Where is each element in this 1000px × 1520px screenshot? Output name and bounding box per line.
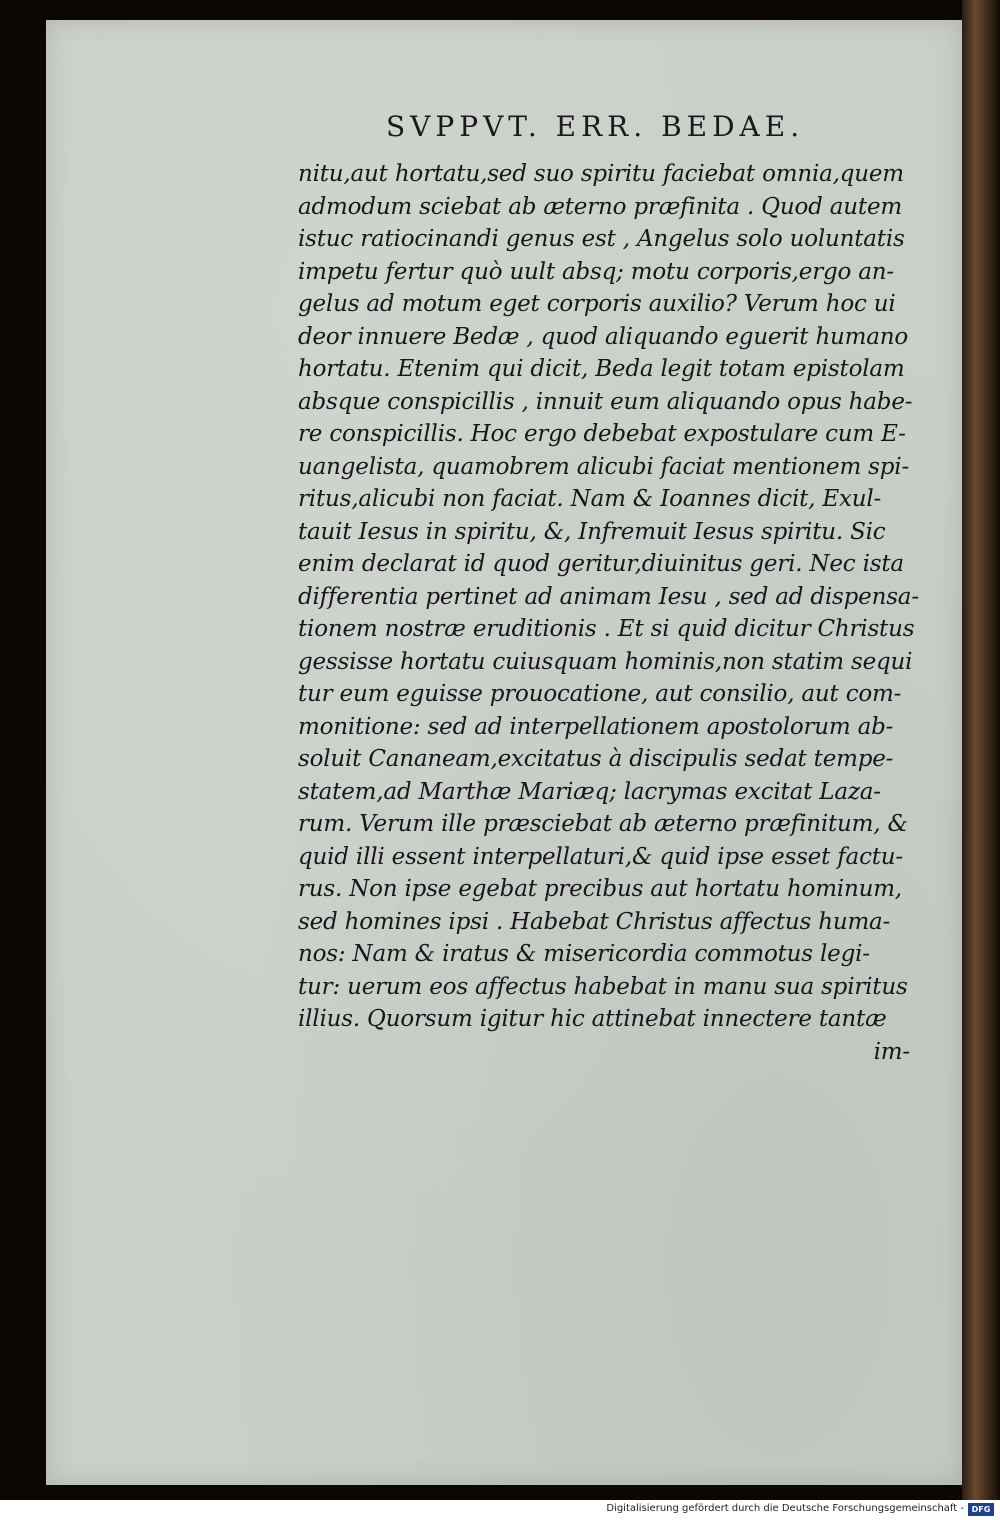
text-line: tur: uerum eos affectus habebat in manu sua spiritus	[298, 973, 908, 1000]
text-line: ritus,alicubi non faciat. Nam & Ioannes dicit, Exul-	[298, 486, 882, 512]
text-line: quid illi essent interpellaturi,& quid ipse esset factu-	[298, 843, 903, 870]
text-line: sed homines ipsi . Habebat Christus affectus huma-	[298, 908, 891, 935]
footer-bar	[0, 1500, 1000, 1520]
text-line: gelus ad motum eget corporis auxilio? Verum hoc ui	[298, 291, 896, 317]
text-line: gessisse hortatu cuiusquam hominis,non statim sequi	[298, 648, 913, 675]
text-line: impetu fertur quò uult absq; motu corporis,ergo an-	[298, 258, 894, 285]
catchword: im-	[873, 1038, 910, 1065]
text-line: soluit Cananeam,excitatus à discipulis sedat tempe-	[298, 746, 894, 772]
text-line: enim declarat id quod geritur,diuinitus geri. Nec ista	[298, 551, 904, 577]
running-head: SVPPVT. ERR. BEDAE.	[386, 110, 805, 143]
text-line: hortatu. Etenim qui dicit, Beda legit totam epistolam	[298, 356, 905, 382]
text-line: statem,ad Marthæ Mariæq; lacrymas excitat Laza-	[298, 778, 881, 805]
text-line: uangelista, quamobrem alicubi faciat mentionem spi-	[298, 453, 910, 480]
text-line: tionem nostræ eruditionis . Et si quid dicitur Christus	[298, 616, 915, 642]
text-line: rus. Non ipse egebat precibus aut hortatu hominum,	[298, 876, 902, 902]
text-line: absque conspicillis , innuit eum aliquando opus habe-	[298, 388, 913, 415]
text-line: tur eum eguisse prouocatione, aut consilio, aut com-	[298, 681, 902, 707]
text-line: istuc ratiocinandi genus est , Angelus solo uoluntatis	[298, 226, 905, 252]
text-line: monitione: sed ad interpellationem apostolorum ab-	[298, 713, 894, 740]
book-binding-edge	[962, 0, 1000, 1500]
text-line: deor innuere Bedæ , quod aliquando eguerit humano	[298, 323, 909, 350]
text-block	[298, 158, 938, 1068]
text-line: differentia pertinet ad animam Iesu , sed ad dispensa-	[298, 583, 919, 610]
text-line: admodum sciebat ab æterno præfinita . Quod autem	[298, 193, 902, 220]
text-line: nos: Nam & iratus & misericordia commotus legi-	[298, 941, 870, 967]
dfg-logo: DFG	[968, 1503, 994, 1516]
text-line: tauit Iesus in spiritu, &, Infremuit Iesus spiritu. Sic	[298, 518, 886, 545]
text-line: nitu,aut hortatu,sed suo spiritu faciebat omnia,quem	[298, 161, 904, 187]
footer-credit: Digitalisierung gefördert durch die Deutsche Forschungsgemeinschaft -	[606, 1503, 964, 1514]
text-line: rum. Verum ille præsciebat ab æterno præfinitum, &	[298, 811, 908, 837]
text-line: re conspicillis. Hoc ergo debebat expostulare cum E-	[298, 421, 906, 447]
text-line: illius. Quorsum igitur hic attinebat innectere tantæ	[298, 1006, 887, 1032]
